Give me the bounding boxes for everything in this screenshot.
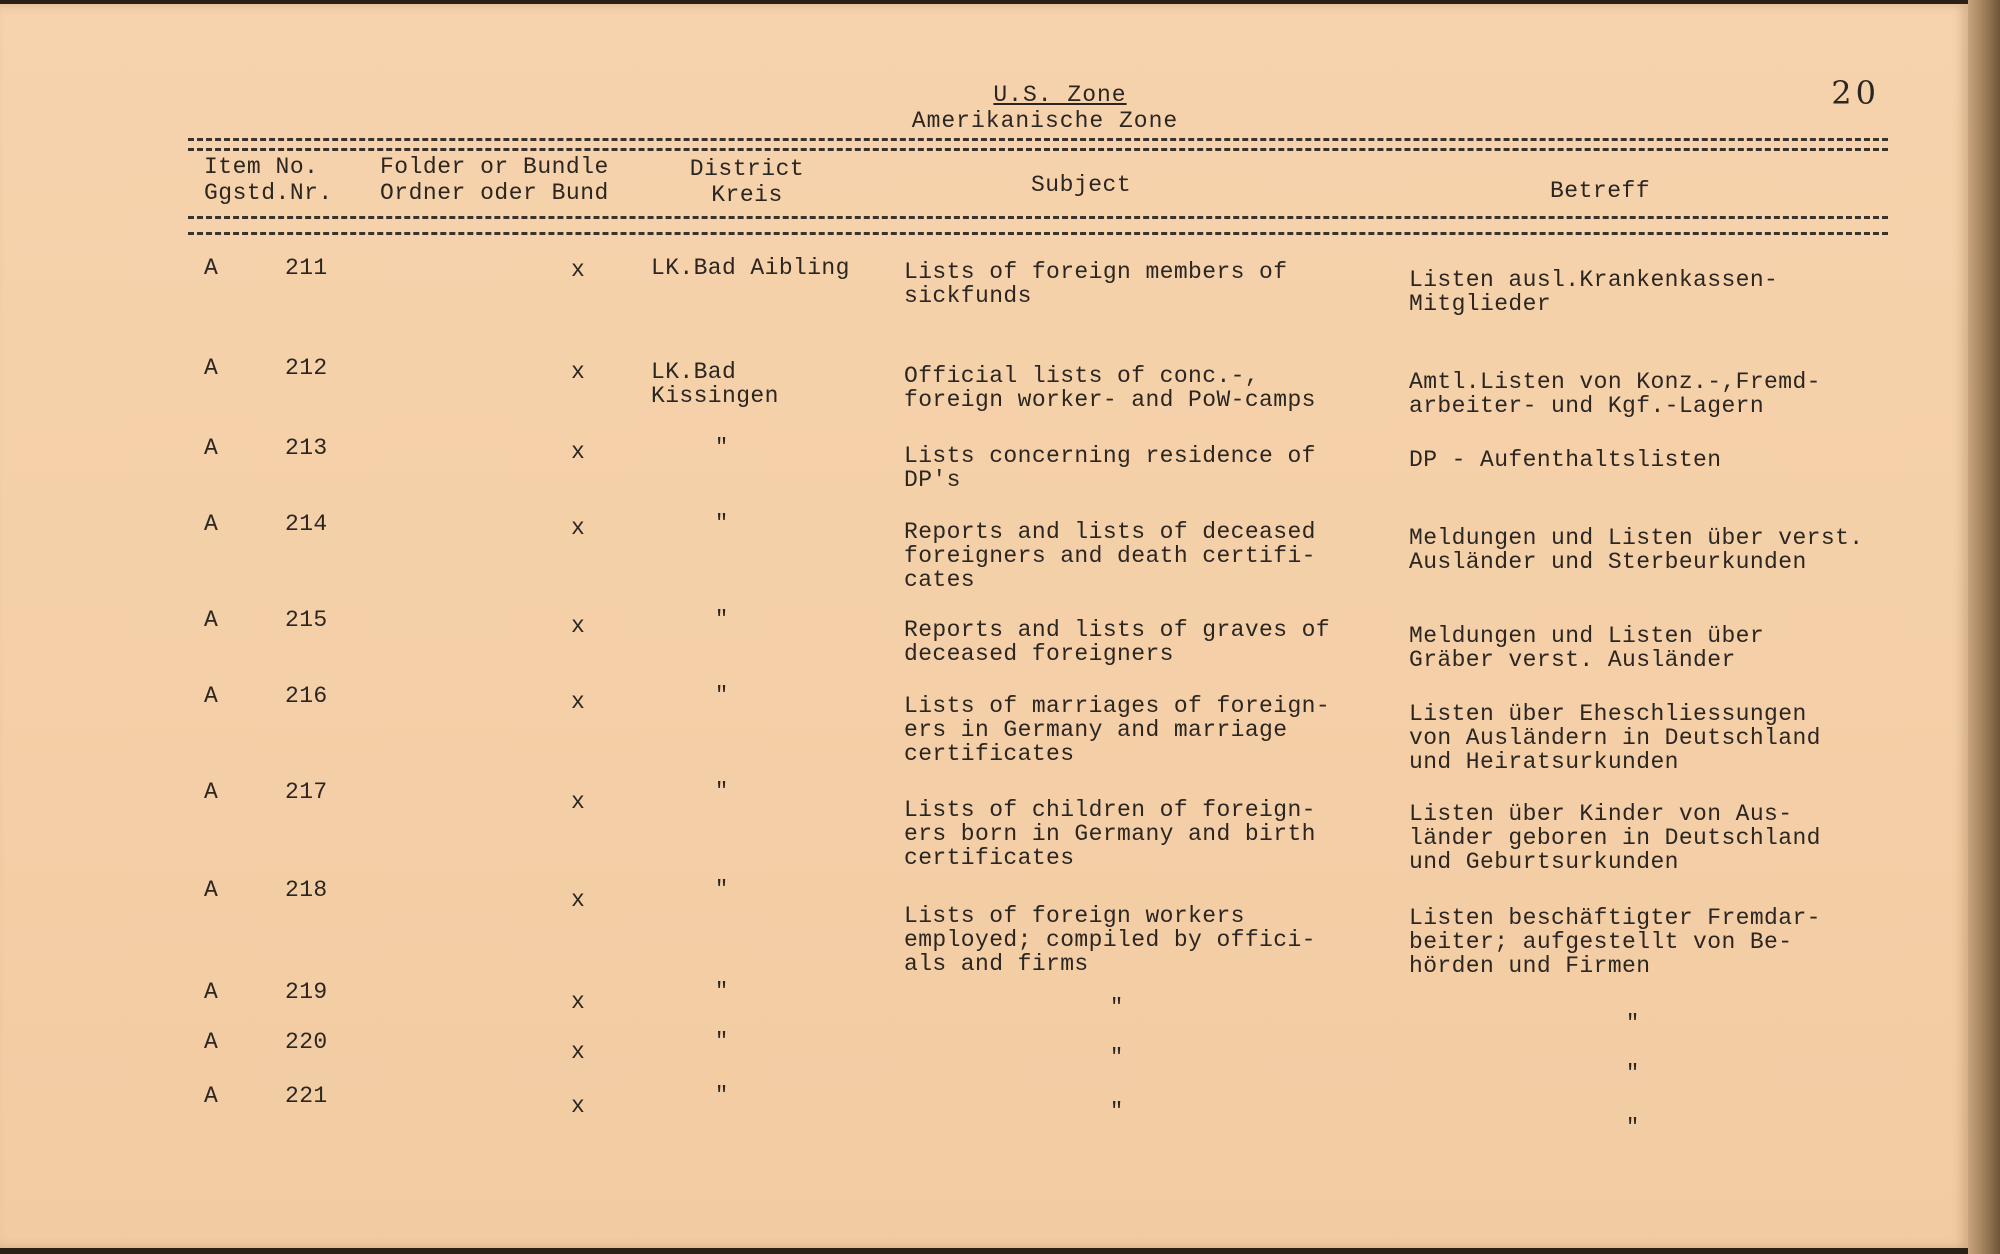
folder-mark: x bbox=[571, 989, 586, 1015]
subject-cell: Reports and lists of deceased foreigners and death certifi- cates bbox=[904, 519, 1316, 593]
subject-cell: " bbox=[1110, 1045, 1124, 1070]
subject-cell: Lists of marriages of foreign- ers in Germany and marriage certificates bbox=[904, 693, 1331, 767]
header-rule-bottom-2 bbox=[188, 232, 1888, 235]
item-prefix: A bbox=[204, 779, 219, 805]
subject-cell: " bbox=[1110, 1099, 1124, 1124]
betreff-cell: Meldungen und Listen über verst. Ausländer und Sterbeurkunden bbox=[1409, 525, 1864, 575]
header-rule-top-2 bbox=[188, 148, 1888, 151]
subject-cell: Lists of children of foreign- ers born in Germany and birth certificates bbox=[904, 797, 1316, 871]
betreff-cell: " bbox=[1626, 1061, 1640, 1086]
column-header-subject: Subject bbox=[1031, 172, 1132, 198]
item-prefix: A bbox=[204, 435, 219, 461]
district-cell: LK.Bad Kissingen bbox=[651, 359, 779, 409]
folder-mark: x bbox=[571, 613, 586, 639]
subject-cell: Lists of foreign workers employed; compiled by offici- als and firms bbox=[904, 903, 1316, 977]
district-cell: LK.Bad Aibling bbox=[651, 255, 850, 281]
folder-mark: x bbox=[571, 515, 586, 541]
folder-mark: x bbox=[571, 1039, 586, 1065]
item-number: 221 bbox=[285, 1083, 328, 1109]
subject-cell: " bbox=[1110, 995, 1124, 1020]
page-subtitle: Amerikanische Zone bbox=[911, 108, 1179, 134]
district-cell: " bbox=[715, 435, 729, 460]
item-prefix: A bbox=[204, 877, 219, 903]
folder-mark: x bbox=[571, 1093, 586, 1119]
item-prefix: A bbox=[204, 979, 219, 1005]
betreff-cell: Listen über Eheschliessungen von Ausländern in Deutschland und Heiratsurkunden bbox=[1409, 701, 1821, 775]
column-header-item-no: Item No. Ggstd.Nr. bbox=[204, 154, 333, 206]
betreff-cell: Amtl.Listen von Konz.-,Fremd- arbeiter- und Kgf.-Lagern bbox=[1409, 369, 1821, 419]
betreff-cell: DP - Aufenthaltslisten bbox=[1409, 447, 1722, 473]
district-cell: " bbox=[715, 779, 729, 804]
district-cell: " bbox=[715, 683, 729, 708]
item-prefix: A bbox=[204, 1083, 219, 1109]
item-number: 218 bbox=[285, 877, 328, 903]
item-prefix: A bbox=[204, 683, 219, 709]
header-rule-top bbox=[188, 138, 1888, 141]
district-cell: " bbox=[715, 979, 729, 1004]
item-number: 217 bbox=[285, 779, 328, 805]
header-rule-bottom bbox=[188, 216, 1888, 219]
folder-mark: x bbox=[571, 887, 586, 913]
folder-mark: x bbox=[571, 257, 586, 283]
subject-cell: Reports and lists of graves of deceased foreigners bbox=[904, 617, 1331, 667]
item-prefix: A bbox=[204, 355, 219, 381]
folder-mark: x bbox=[571, 689, 586, 715]
item-prefix: A bbox=[204, 511, 219, 537]
item-number: 220 bbox=[285, 1029, 328, 1055]
district-cell: " bbox=[715, 1029, 729, 1054]
betreff-cell: Meldungen und Listen über Gräber verst. Ausländer bbox=[1409, 623, 1765, 673]
folder-mark: x bbox=[571, 439, 586, 465]
betreff-cell: Listen beschäftigter Fremdar- beiter; aufgestellt von Be- hörden und Firmen bbox=[1409, 905, 1821, 979]
item-number: 216 bbox=[285, 683, 328, 709]
subject-cell: Official lists of conc.-, foreign worker- and PoW-camps bbox=[904, 363, 1316, 413]
column-header-folder: Folder or Bundle Ordner oder Bund bbox=[380, 154, 609, 206]
item-number: 214 bbox=[285, 511, 328, 537]
district-cell: " bbox=[715, 607, 729, 632]
betreff-cell: " bbox=[1626, 1011, 1640, 1036]
betreff-cell: Listen ausl.Krankenkassen- Mitglieder bbox=[1409, 267, 1779, 317]
subject-cell: Lists of foreign members of sickfunds bbox=[904, 259, 1288, 309]
district-cell: " bbox=[715, 511, 729, 536]
folder-mark: x bbox=[571, 789, 586, 815]
item-prefix: A bbox=[204, 1029, 219, 1055]
column-header-betreff: Betreff bbox=[1550, 178, 1651, 204]
betreff-cell: " bbox=[1626, 1115, 1640, 1140]
page-title: U.S. Zone bbox=[993, 82, 1127, 108]
item-number: 213 bbox=[285, 435, 328, 461]
subject-cell: Lists concerning residence of DP's bbox=[904, 443, 1316, 493]
district-cell: " bbox=[715, 1083, 729, 1108]
district-cell: " bbox=[715, 877, 729, 902]
item-number: 211 bbox=[285, 255, 328, 281]
document-page bbox=[0, 4, 1968, 1248]
item-number: 219 bbox=[285, 979, 328, 1005]
betreff-cell: Listen über Kinder von Aus- länder geboren in Deutschland und Geburtsurkunden bbox=[1409, 801, 1821, 875]
item-prefix: A bbox=[204, 607, 219, 633]
page-number: 20 bbox=[1831, 74, 1880, 112]
folder-mark: x bbox=[571, 359, 586, 385]
item-prefix: A bbox=[204, 255, 219, 281]
column-header-district: District Kreis bbox=[689, 156, 805, 208]
item-number: 212 bbox=[285, 355, 328, 381]
book-page-edge bbox=[1968, 0, 2000, 1254]
item-number: 215 bbox=[285, 607, 328, 633]
